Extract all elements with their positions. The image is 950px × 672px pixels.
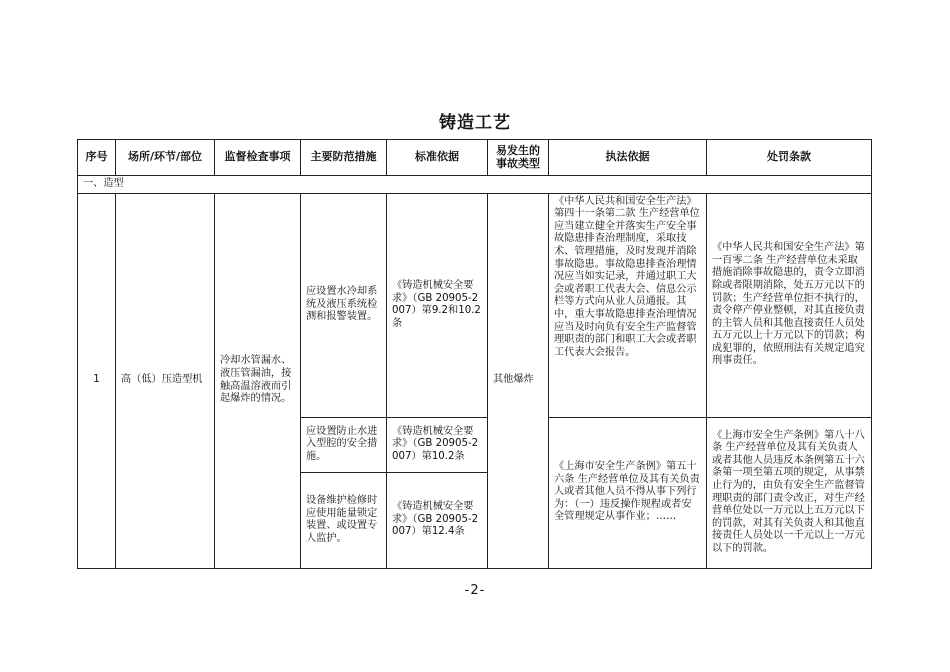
header-accident: 易发生的事故类型 (488, 140, 549, 176)
page-title: 铸造工艺 (439, 113, 511, 133)
cell-measure-3: 设备维护检修时应使用能量锁定装置、或设置专人监护。 (301, 472, 387, 568)
cell-inspect: 冷却水管漏水、液压管漏油，接触高温溶液而引起爆炸的情况。 (215, 193, 301, 568)
table-row (78, 193, 872, 417)
header-seq: 序号 (78, 140, 116, 176)
header-inspect: 监督检查事项 (215, 140, 301, 176)
cell-law-2: 《上海市安全生产条例》第五十六条 生产经营单位及其有关负责人或者其他人员不得从事下列行为：（一）违反操作规程或者安全管理规定从事作业；…… (549, 417, 707, 568)
section-label: 一、造型 (78, 176, 872, 194)
cell-standard-3: 《铸造机械安全要求》（GB 20905-2007）第12.4条 (387, 472, 488, 568)
cell-standard-1: 《铸造机械安全要求》（GB 20905-2007）第9.2和10.2条 (387, 193, 488, 417)
regulation-table (77, 139, 872, 569)
header-law: 执法依据 (549, 140, 707, 176)
header-place: 场所/环节/部位 (116, 140, 215, 176)
cell-standard-2: 《铸造机械安全要求》（GB 20905-2007）第10.2条 (387, 417, 488, 472)
header-penalty: 处罚条款 (707, 140, 872, 176)
cell-measure-2: 应设置防止水进入型腔的安全措施。 (301, 417, 387, 472)
cell-penalty-1: 《中华人民共和国安全生产法》第一百零二条 生产经营单位未采取措施消除事故隐患的，责令立即消除或者限期消除，处五万元以下的罚款；生产经营单位拒不执行的，责令停产停业整顿，对其直接负责的主管人员和其他直接责任人员处五万元以上十万元以下的罚款；构成犯罪的，依照刑法有关规定追究刑事责任。 (707, 193, 872, 417)
header-measures: 主要防范措施 (301, 140, 387, 176)
cell-seq: 1 (78, 193, 116, 568)
cell-penalty-2: 《上海市安全生产条例》第八十八条 生产经营单位及其有关负责人或者其他人员违反本条例第五十六条第一项至第五项的规定，从事禁止行为的，由负有安全生产监督管理职责的部门责令改正，对生产经营单位处以一万元以上五万元以下的罚款，对其有关负责人和其他直接责任人员处以一千元以上一万元以下的罚款。 (707, 417, 872, 568)
header-standard: 标准依据 (387, 140, 488, 176)
page-number: -2- (464, 583, 486, 598)
cell-law-1: 《中华人民共和国安全生产法》第四十一条第二款 生产经营单位应当建立健全并落实生产安全事故隐患排查治理制度，采取技术、管理措施，及时发现并消除事故隐患。事故隐患排查治理情况应当如实记录，并通过职工大会或者职工代表大会、信息公示栏等方式向从业人员通报。其中，重大事故隐患排查治理情况应当及时向负有安全生产监督管理职责的部门和职工大会或者职工代表大会报告。 (549, 193, 707, 417)
section-row (78, 176, 872, 194)
cell-place: 高（低）压造型机 (116, 193, 215, 568)
table-header-row (78, 140, 872, 176)
cell-measure-1: 应设置水冷却系统及液压系统检测和报警装置。 (301, 193, 387, 417)
cell-accident: 其他爆炸 (488, 193, 549, 568)
